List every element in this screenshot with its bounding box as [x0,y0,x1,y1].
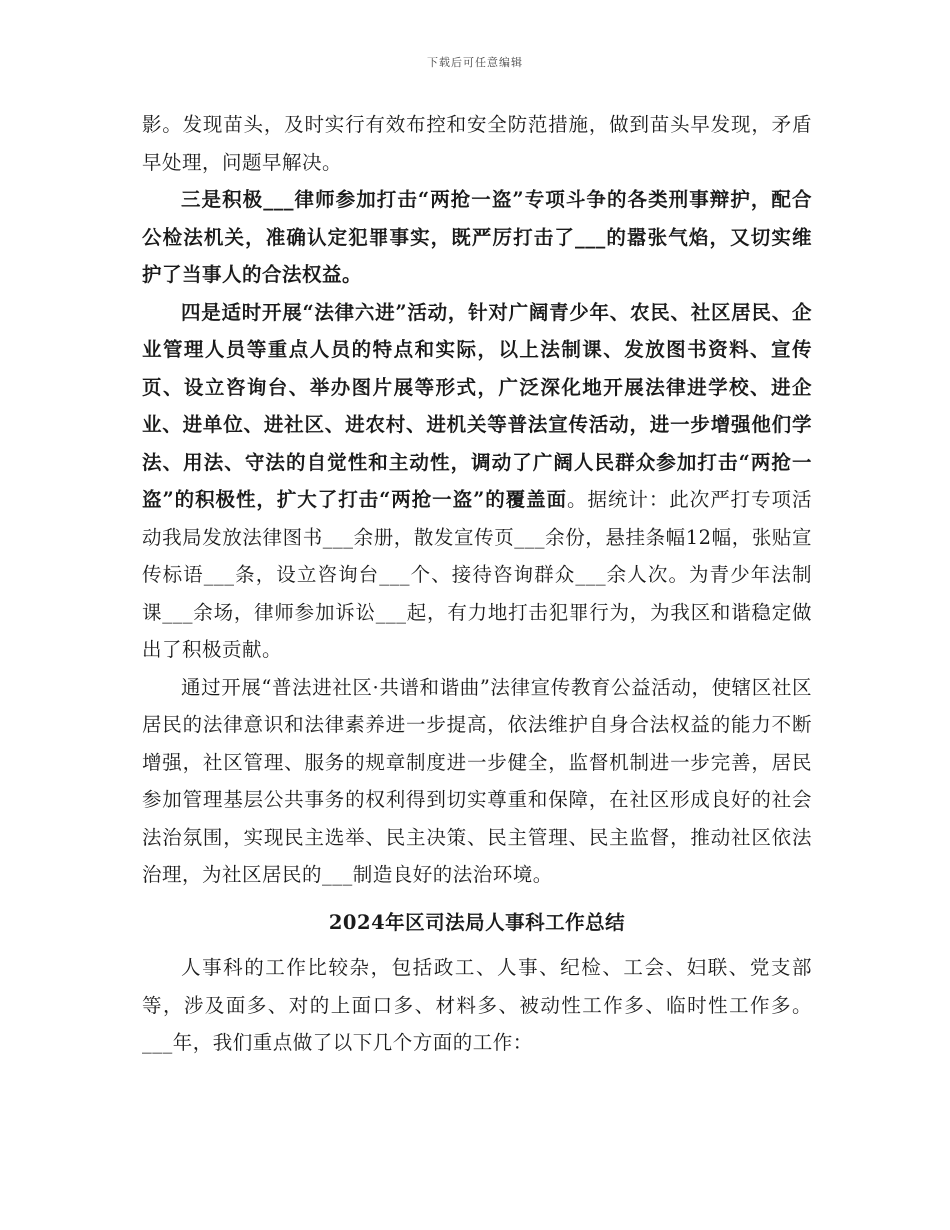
paragraph-point-four-bold: 四是适时开展“法律六进”活动，针对广阔青少年、农民、社区居民、企业管理人员等重点人员的特点和实际，以上法制课、发放图书资料、宣传页、设立咨询台、举办图片展等形式，广泛深化地开展法律进学校、进企业、进单位、进社区、进农村、进机关等普法宣传活动，进一步增强他们学法、用法、守法的自觉性和主动性，调动了广阔人民群众参加打击“两抢一盗”的积极性，扩大了打击“两抢一盗”的覆盖面 [142,300,812,511]
section-title: 2024年区司法局人事科工作总结 [328,910,626,934]
paragraph-summary: 通过开展“普法进社区·共谱和谐曲”法律宣传教育公益活动，使辖区社区居民的法律意识和法律素养进一步提高，依法维护自身合法权益的能力不断增强，社区管理、服务的规章制度进一步健全，监督机制进一步完善，居民参加管理基层公共事务的权利得到切实尊重和保障，在社区形成良好的社会法治氛围，实现民主选举、民主决策、民主管理、民主监督，推动社区依法治理，为社区居民的___制造良好的法治环境。 [142,675,812,886]
paragraph-point-four-stats: 。据统计：此次严打专项活动我局发放法律图书___余册，散发宣传页___余份，悬挂条幅12幅，张贴宣传标语___条，设立咨询台___个、接待咨询群众___余人次。为青少年法制课___余场，律师参加诉讼___起，有力地打击犯罪行为，为我区和谐稳定做出了积极贡献。 [142,488,812,661]
paragraph-continuation: 影。发现苗头，及时实行有效布控和安全防范措施，做到苗头早发现，矛盾早处理，问题早解决。 [142,113,812,174]
paragraph-point-three: 三是积极___律师参加打击“两抢一盗”专项斗争的各类刑事辩护，配合公检法机关，准确认定犯罪事实，既严厉打击了___的嚣张气焰，又切实维护了当事人的合法权益。 [142,188,812,286]
paragraph-point-four [142,294,812,669]
header-note: 下载后可任意编辑 [427,56,523,69]
document-body [142,106,812,1062]
paragraph-hr-intro: 人事科的工作比较杂，包括政工、人事、纪检、工会、妇联、党支部等，涉及面多、对的上面口多、材料多、被动性工作多、临时性工作多。___年，我们重点做了以下几个方面的工作： [142,956,812,1054]
